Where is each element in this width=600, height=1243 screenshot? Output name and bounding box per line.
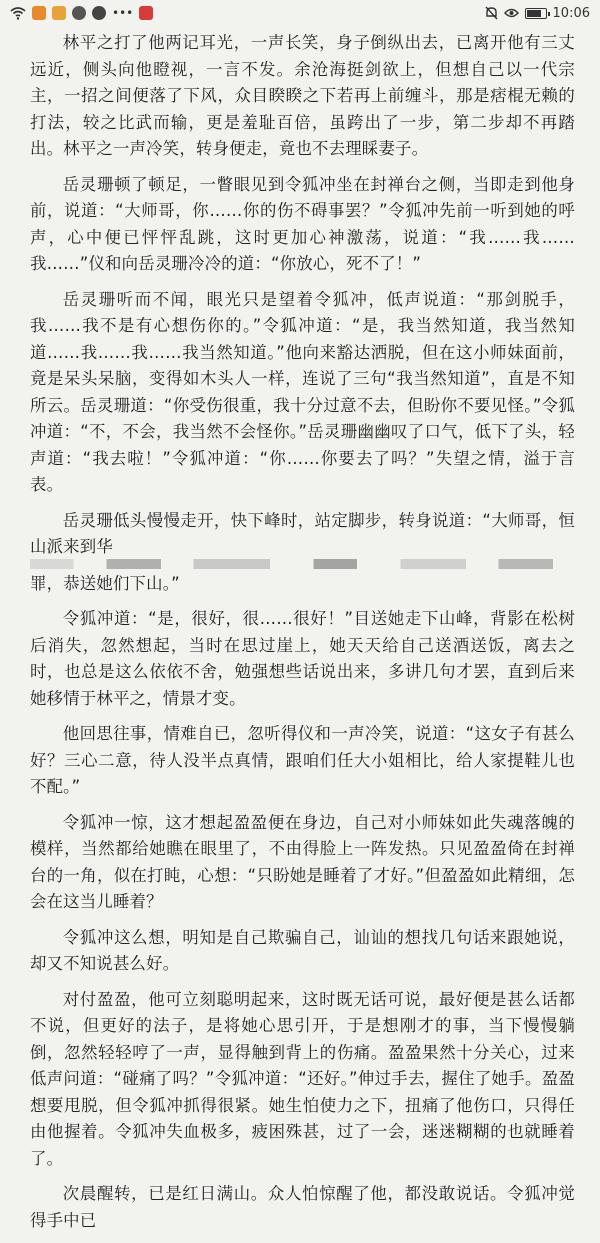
status-bar (0, 0, 600, 26)
paragraph: 令狐冲道：“是，很好，很……很好！”目送她走下山峰，背影在松树后消失，忽然想起，当时在思过崖上，她天天给自己送酒送饭，离去之时，也总是这么依依不舍，勉强想些话说出来，多讲几句才罢，直到后来她移情于林平之，情景才变。 (30, 609, 575, 708)
paragraph: 他回思往事，情难自已，忽听得仪和一声冷笑，说道：“这女子有甚么好？三心二意，待人没半点真情，跟咱们任大小姐相比，给人家提鞋儿也不配。” (30, 724, 575, 796)
paragraph: 岳灵珊低头慢慢走开，快下峰时，站定脚步，转身说道：“大师哥，恒山派来到华 (30, 510, 575, 556)
eye-icon (504, 7, 519, 19)
paragraph: 次晨醒转，已是红日满山。众人怕惊醒了他，都没敢说话。令狐冲觉得手中已 (30, 1184, 575, 1230)
paragraph: 罪，恭送她们下山。” (30, 573, 180, 593)
hd-icon (32, 6, 46, 20)
android-icon (72, 6, 86, 20)
paragraph: 令狐冲一惊，这才想起盈盈便在身边，自己对小师妹如此失魂落魄的模样，当然都给她瞧在眼里了，不由得脸上一阵发热。只见盈盈倚在封禅台的一角，似在打盹，心想：“只盼她是睡着了才好。”但盈盈如此精细，怎会在这当儿睡着？ (30, 812, 575, 911)
paragraph: 令狐冲这么想，明知是自己欺骗自己，讪讪的想找几句话来跟她说，却又不知说甚么好。 (30, 927, 575, 973)
dots-icon: ••• (112, 6, 134, 20)
play-icon (52, 6, 66, 20)
paragraph: 岳灵珊听而不闻，眼光只是望着令狐冲，低声说道：“那剑脱手，我……我不是有心想伤你的。”令狐冲道：“是，我当然知道，我当然知道……我……我……我当然知道。”他向来豁达洒脱，但在这小师妹面前，竟是呆头呆脑，变得如木头人一样，连说了三句“我当然知道”，直是不知所云。岳灵珊道：“你受伤很重，我十分过意不去，但盼你不要见怪。”令狐冲道：“不，不会，我当然不会怪你。”岳灵珊幽幽叹了口气，低下了头，轻声道：“我去啦！”令狐冲道：“你……你要去了吗？”失望之情，溢于言表。 (30, 289, 575, 494)
render-glitch (30, 559, 575, 569)
bell-off-icon (485, 6, 498, 20)
status-icons-left (10, 6, 153, 20)
status-time: 10:06 (552, 5, 590, 21)
app-icon (139, 6, 153, 20)
paragraph: 岳灵珊顿了顿足，一瞥眼见到令狐冲坐在封禅台之侧，当即走到他身前，说道：“大师哥，你……你的伤不碍事罢？”令狐冲先前一听到她的呼声，心中便已怦怦乱跳，这时更加心神激荡，说道：“我……我……我……”仪和向岳灵珊冷冷的道：“你放心，死不了！” (30, 174, 575, 273)
paragraph: 对付盈盈，他可立刻聪明起来，这时既无话可说，最好便是甚么话都不说，但更好的法子，是将她心思引开，于是想刚才的事，当下慢慢躺倒，忽然轻轻哼了一声，显得触到背上的伤痛。盈盈果然十分关心，过来低声问道：“碰痛了吗？”令狐冲道：“还好。”伸过手去，握住了她手。盈盈想要甩脱，但令狐冲抓得很紧。她生怕使力之下，扭痛了他伤口，只得任由他握着。令狐冲失血极多，疲困殊甚，过了一会，迷迷糊糊的也就睡着了。 (30, 989, 575, 1168)
paragraph: 林平之打了他两记耳光，一声长笑，身子倒纵出去，已离开他有三丈远近，侧头向他瞪视，一言不发。余沧海挺剑欲上，但想自己以一代宗主，一招之间便落了下风，众目睽睽之下若再上前缠斗，那是痞棍无赖的打法，较之比武而输，更是羞耻百倍，虽跨出了一步，第二步却不再踏出。林平之一声冷笑，转身便走，竟也不去理睬妻子。 (30, 33, 575, 158)
status-icons-right (485, 6, 590, 21)
wechat-icon (92, 6, 106, 20)
article-body (30, 30, 575, 1243)
wifi-icon (10, 7, 26, 20)
battery-icon (525, 8, 547, 19)
